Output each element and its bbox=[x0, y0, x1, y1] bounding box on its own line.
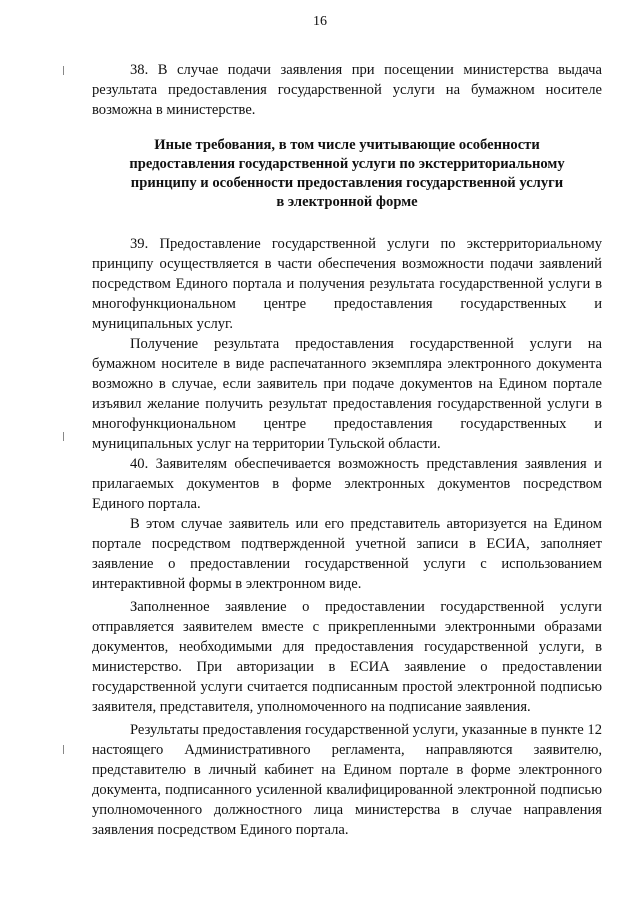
heading-line: принципу и особенности предоставления государственной услуги bbox=[130, 175, 564, 191]
margin-mark bbox=[63, 432, 64, 441]
paragraph-40: 40. Заявителям обеспечивается возможность представления заявления и прилагаемых документов в форме электронных документов посредством Единого портала. bbox=[92, 456, 602, 512]
heading-line: в электронной форме bbox=[276, 194, 418, 210]
margin-mark bbox=[63, 66, 64, 75]
heading-line: предоставления государственной услуги по экстерриториальному bbox=[129, 156, 565, 172]
paragraph-40-results: Результаты предоставления государственной услуги, указанные в пункте 12 настоящего Административного регламента, направляются заявителю, представителю в личный кабинет на Едином портале в форме электронного документа, подписанного усиленной квалифицированной электронной подписью уполномоченного должностного лица министерства в случае направления заявления посредством Единого портала. bbox=[92, 722, 602, 838]
paragraph-40-authorization: В этом случае заявитель или его представитель авторизуется на Едином портале посредством подтвержденной учетной записи в ЕСИА, заполняет заявление о предоставлении государственной услуги с использованием интерактивной формы в электронном виде. bbox=[92, 516, 602, 592]
paragraph-38: 38. В случае подачи заявления при посещении министерства выдача результата предоставления государственной услуги на бумажном носителе возможна в министерстве. bbox=[92, 62, 602, 118]
page-number: 16 bbox=[313, 14, 327, 29]
section-heading bbox=[92, 136, 602, 212]
paragraph-39: 39. Предоставление государственной услуги по экстерриториальному принципу осуществляется в части обеспечения возможности подачи заявлений посредством Единого портала и получения результата государственной услуги в многофункциональном центре предоставления государственных и муниципальных услуг. bbox=[92, 236, 602, 332]
heading-line: Иные требования, в том числе учитывающие особенности bbox=[154, 137, 540, 153]
margin-mark bbox=[63, 745, 64, 754]
paragraph-40-submission: Заполненное заявление о предоставлении государственной услуги отправляется заявителем вместе с прикрепленными электронными образами документов, необходимыми для предоставления государственной услуги, в министерство. При авторизации в ЕСИА заявление о предоставлении государственной услуги считается подписанным простой электронной подписью заявителя, представителя, уполномоченного на подписание заявления. bbox=[92, 599, 602, 715]
document-body bbox=[92, 60, 602, 840]
paragraph-39-result: Получение результата предоставления государственной услуги на бумажном носителе в виде распечатанного экземпляра электронного документа возможно в случае, если заявитель при подаче документов на Едином портале изъявил желание получить результат предоставления государственной услуги в многофункциональном центре предоставления государственных и муниципальных услуг на территории Тульской области. bbox=[92, 336, 602, 452]
